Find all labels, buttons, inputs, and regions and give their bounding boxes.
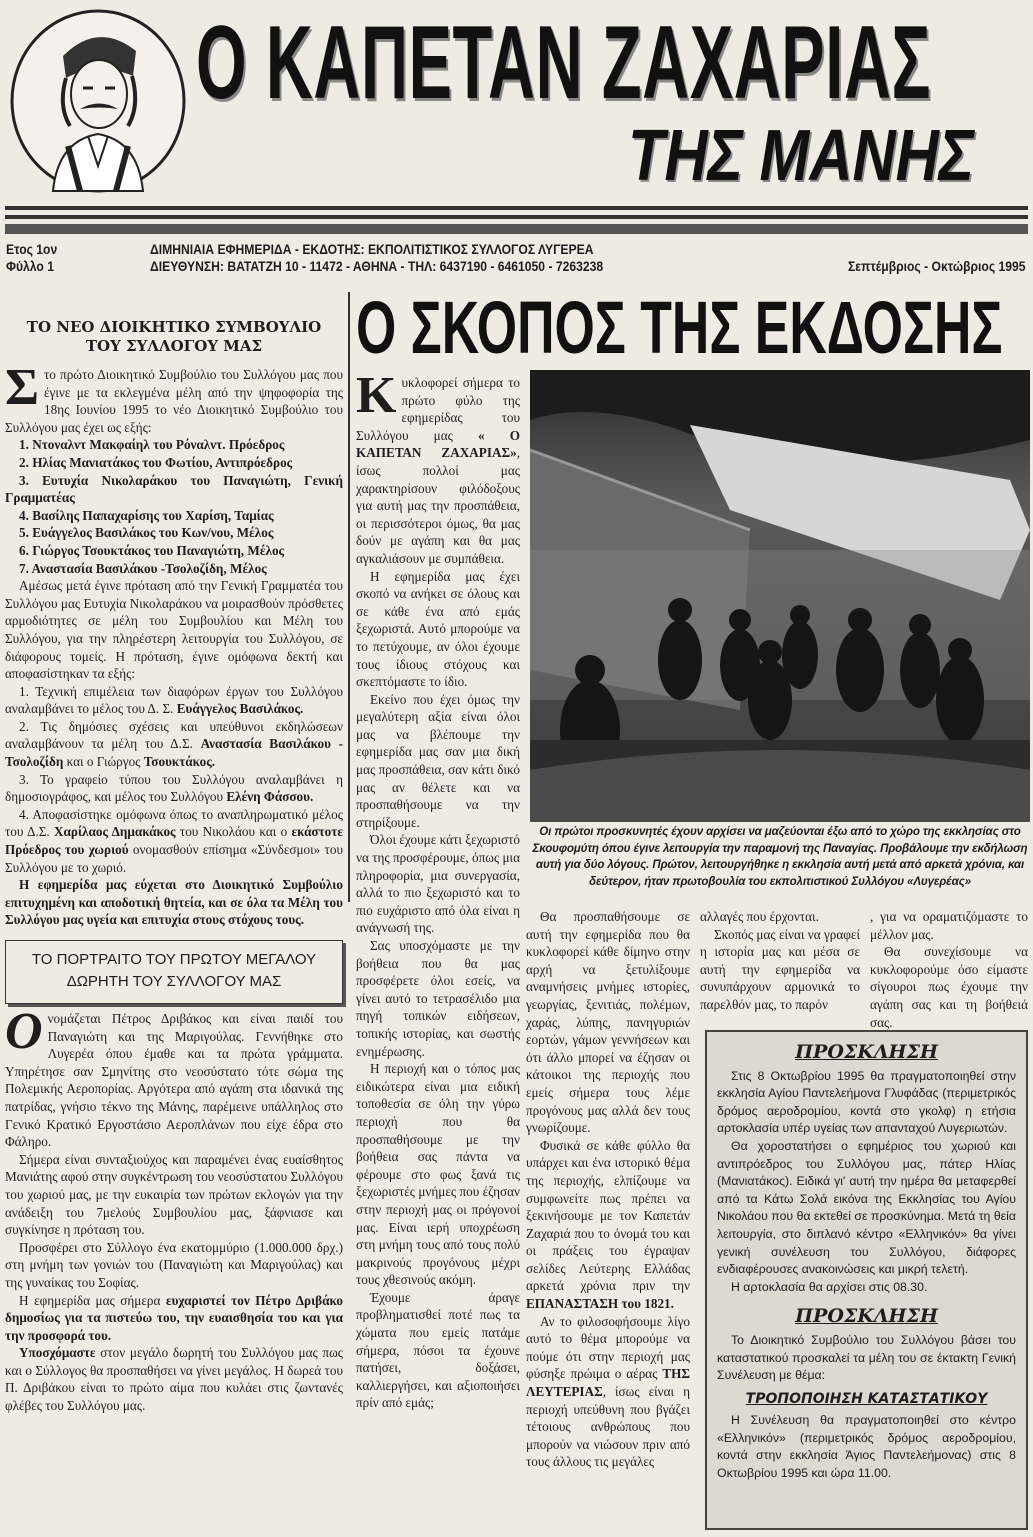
text: Προσφέρει στο Σύλλογο ένα εκατομμύριο (1.000.000 δρχ.) στη μνήμη των γονιών του (Παναγιώτη και Μαριγούλας) και της γυναίκας του Σοφίας. xyxy=(5,1239,343,1290)
text: στον μεγάλο δωρητή του Συλλόγου μας πως και ο Σύλλογος θα προσπαθήσει να γίνει μεγάλος. Η δωρεά του Π. Δριβάκου είναι το πρώτο αίμα που κυλάει στις ζωντανές φλέβες του Συλλόγου μας. xyxy=(5,1345,343,1414)
paragraph xyxy=(356,568,520,691)
paragraph xyxy=(5,577,343,683)
paragraph xyxy=(356,367,520,568)
paragraph xyxy=(5,718,343,771)
paragraph xyxy=(5,1239,343,1292)
article-column xyxy=(870,908,1028,1030)
text: Θα συνεχίσουμε να κυκλοφορούμε όσο είμαστε σίγουροι πως έχουμε την αγάπη σας και τη βοήθειά σας. xyxy=(870,944,1028,1030)
article-title-line: ΔΩΡΗΤΗ ΤΟΥ ΣΥΛΛΟΓΟΥ ΜΑΣ xyxy=(66,973,282,990)
paragraph xyxy=(5,1151,343,1239)
invitation-box xyxy=(705,1030,1028,1530)
article-donor-body xyxy=(5,1003,344,1532)
paragraph xyxy=(5,683,343,718)
bold-text: 7. Αναστασία Βασιλάκου -Τσολοζίδη, Μέλος xyxy=(19,560,267,576)
paragraph xyxy=(356,1289,520,1412)
paragraph xyxy=(5,1344,343,1414)
text: , ίσως πολλοί μας χαρακτηρίσουν φιλόδοξους για αυτή μας την προσπάθεια, οι περισσότεροι όμως, θα μας δούν με αγάπη και θα μας αγκαλιάσουν με συμπάθεια. xyxy=(356,445,520,566)
article-column xyxy=(700,908,860,1026)
paragraph xyxy=(5,806,343,876)
bold-text: Ευάγγελος Βασιλάκος. xyxy=(176,701,304,717)
bold-text: Αναστασία Βασιλάκου - Τσολοζίδη xyxy=(5,736,344,770)
paragraph xyxy=(870,943,1028,1031)
headline: Ο ΣΚΟΠΟΣ ΤΗΣ ΕΚΔΟΣΗΣ xyxy=(356,286,1003,369)
publisher-line: ΔΙΜΗΝΙΑΙΑ ΕΦΗΜΕΡΙΔΑ - ΕΚΔΟΤΗΣ: ΕΚΠΟΛΙΤΙΣΤΙΚΟΣ ΣΥΛΛΟΓΟΣ ΛΥΓΕΡΕΑ xyxy=(150,242,594,257)
text: το πρώτο Διοικητικό Συμβούλιο του Συλλόγου μας που έγινε με τα εκλεγμένα μέλη από την ψηφοφορία της 18ης Ιουνίου 1995 το νέο Διοικητικό Συμβούλιο του Συλλόγου μας έχει ως εξής: xyxy=(5,367,343,435)
text: , για να οραματιζόμαστε το μέλλον μας. xyxy=(870,909,1028,942)
year-label: Ετος 1ον xyxy=(6,242,58,257)
paragraph xyxy=(5,1003,343,1151)
drop-cap: Κ xyxy=(356,367,397,424)
paragraph xyxy=(356,1060,520,1289)
meeting-subject: ΤΡΟΠΟΠΟΙΗΣΗ ΚΑΤΑΣΤΑΤΙΚΟΥ xyxy=(745,1390,988,1407)
text: 4. Αποφασίστηκε ομόφωνα όπως το αναπληρωματικό μέλος του Δ.Σ. xyxy=(5,806,343,840)
text: Σήμερα είναι συνταξιούχος και παραμένει ένας ευαίσθητος Μανιάτης αφού στην συγκέντρωση του νεοσύστατου Συλλόγου του χωριού μας, με την ευκαιρία των πρώτων εκλογών για την ανάδειξη του 7μελούς Συμβουλίου μας, ξάφνιασε και συγκίνησε η πρόταση του. xyxy=(5,1151,343,1238)
text: του Νικολάου και ο xyxy=(175,824,292,840)
text: Σκοπός μας είναι να γραφεί η ιστορία μας και μέσα σε αυτή την εφημερίδα να συνυπάρχουν αρμονικά το παρελθόν μας, το παρόν xyxy=(700,926,860,1012)
paragraph xyxy=(5,542,343,560)
article-title-box xyxy=(5,940,343,1004)
church-photo xyxy=(530,370,1030,822)
paragraph xyxy=(870,908,1028,943)
newspaper-subtitle: ΤΗΣ ΜΑΝΗΣ xyxy=(628,116,975,196)
bold-text: 4. Βασίλης Παπαχαρίσης του Χαρίση, Ταμίας xyxy=(19,507,274,523)
bold-text: 2. Ηλίας Μανιατάκος του Φωτίου, Αντιπρόεδρος xyxy=(19,454,293,470)
text: Έχουμε άραγε προβληματισθεί ποτέ πως τα χώματα που εμείς πατάμε σήμερα, πόσοι τα έχουνε πατήσει, δοξάσει, καλλιεργήσει, και αξιοποιήσει πρίν από εμάς; xyxy=(356,1289,520,1411)
paragraph xyxy=(5,876,343,929)
bold-text: 3. Ευτυχία Νικολαράκου του Παναγιώτη, Γενική Γραμματέας xyxy=(5,472,343,506)
text: Όλοι έχουμε κάτι ξεχωριστό να της προσφέρουμε, όπως μια πληροφορία, μια συνεργασία, αλλά το πιο ξεχωριστό και το πιο ευχάριστο από όλα είναι η ανάγνωσή της. xyxy=(356,832,520,936)
paragraph xyxy=(5,524,343,542)
article-column xyxy=(526,908,690,1534)
paragraph xyxy=(526,1313,690,1471)
text: 2. Τις δημόσιες σχέσεις και υπεύθυνοι εκδηλώσεων αναλαμβάνουν τα μέλη του Δ.Σ. xyxy=(5,718,343,752)
bold-text: ευχαριστεί τον Πέτρο Δριβάκο δημοσίως για τα πιστεύω του, την ευαισθησία του και για την προσφορά του. xyxy=(5,1292,344,1343)
drop-cap: Σ xyxy=(5,359,39,416)
text: Η εφημερίδα μας σήμερα xyxy=(19,1292,166,1308)
text: , ίσως είναι η περιοχή υπεύθυνη που βγάζει τέτοιους ανθρώπους που μπορούν να νιώσουν πριν από τους άλλους τις μεγάλες xyxy=(526,1384,690,1470)
photo-caption: Οι πρώτοι προσκυνητές έχουν αρχίσει να μαζεύονται έξω από το χώρο της εκκλησίας στο Σκουφομύτη όπου έγινε λειτουργία την παραμονή της Παναγίας. Προβάλουμε την εκδήλωση αυτή για δύο λόγους. Πρώτον, λειτουργήθηκε η εκκλησία αυτή μετά από αρκετά χρόνια, και δεύτερον, ήταν πρωτοβουλία του εκπολιτιστικού Συλλόγου «Λυγερέας» xyxy=(532,825,1028,888)
text: Η περιοχή και ο τόπος μας ειδικώτερα είναι μια ειδική τοποθεσία σε όλη την γύρω περιοχή που θα προσπαθήσουμε με την βοήθεια σας πάντα να φέρουμε στο φως ξανά τις ξεχωριστές μνήμες που έζησαν στην περιοχή μας οι πρόγονοί μας. Είναι ιερή υποχρέωση στη μνήμη τους από τους πολύ μακρινούς προγόνους μέχρι τους χθεσινούς ακόμη. xyxy=(356,1061,520,1288)
portrait-logo xyxy=(8,6,188,196)
text: αλλαγές που έρχονται. xyxy=(700,909,819,924)
paragraph xyxy=(5,560,343,578)
newspaper-title: Ο ΚΑΠΕΤΑΝ ΖΑΧΑΡΙΑΣ xyxy=(196,5,932,121)
paragraph xyxy=(700,908,860,926)
text: Σας υποσχόμαστε με την βοήθεια που θα μας προσφέρετε όλοι εσείς, να γίνει αυτό το τετρασέλιδο μια πηγή τοπικών ειδήσεων, τοπικής ιστορίας, και σωστής ενημέρωσης. xyxy=(356,938,520,1059)
invitation-text: Το Διοικητικό Συμβούλιο του Συλλόγου βάσει του καταστατικού προσκαλεί τα μέλη του σε έκτακτη Γενική Συνέλευση με θέμα: xyxy=(717,1332,1016,1383)
bold-text: Ελένη Φάσσου. xyxy=(226,789,314,805)
text: Η εφημερίδα μας έχει σκοπό να ανήκει σε όλους και σε κάθε ένα από εμάς ξεχωριστά. Αυτό μπορούμε να το πετύχουμε, αν όλοι έχουμε τους ίδιους στόχους και σκεπτόμαστε το ίδιο. xyxy=(356,568,520,690)
article-title-line: ΤΟ ΝΕΟ ΔΙΟΙΚΗΤΙΚΟ ΣΥΜΒΟΥΛΙΟ xyxy=(26,318,322,336)
invitation-title: ΠΡΟΣΚΛΗΣΗ xyxy=(795,1041,938,1063)
bold-text: « Ο ΚΑΠΕΤΑΝ ΖΑΧΑΡΙΑΣ» xyxy=(356,427,520,461)
issue-date: Σεπτέμβριος - Οκτώβριος 1995 xyxy=(848,259,1026,274)
bold-text: 1. Ντοναλντ Μακφαίηλ του Ρόναλντ. Πρόεδρος xyxy=(19,437,285,453)
text: 1. Τεχνική επιμέλεια των διαφόρων έργων του Συλλόγου αναλαμβάνει το μέλος του Δ. Σ. xyxy=(5,683,343,717)
paragraph xyxy=(356,831,520,937)
text: 3. Το γραφείο τύπου του Συλλόγου αναλαμβάνει η δημοσιογράφος, και μέλος του Συλλόγου xyxy=(5,771,343,805)
text: νομάζεται Πέτρος Δριβάκος και είναι παιδί του Παναγιώτη και της Μαριγούλας. Γεννήθηκε στο Λυγερέα όπου έμαθε και τα πρώτα γράμματα. Υπηρέτησε σαν Σμηνίτης στο νεοσύστατο τότε σώμα της Πολεμικής Αεροπορίας. Αργότερα από αγάπη στα ιδανικά της πατρίδας, γνήσιο τέκνο της Μάνης, παρέμεινε υπάλληλος στο Γενικό Κρατικό Εργοστάσιο Αεροπλάνων που είχε έδρα στο Φάληρο. xyxy=(5,1011,343,1150)
column-divider xyxy=(348,292,350,902)
paragraph xyxy=(526,1137,690,1313)
invitation-text: Στις 8 Οκτωβρίου 1995 θα πραγματοποιηθεί στην εκκλησία Αγίου Παντελεήμονα Γλυφάδας (περιμετρικός δρόμος αεροδρομίου, κοντά στο γκολφ) η ετήσια αρτοκλασία υπέρ υγείας των απανταχού Λυγεριωτών. xyxy=(717,1068,1016,1136)
paragraph xyxy=(5,771,343,806)
bold-text: 6. Γιώργος Τσουκτάκος του Παναγιώτη, Μέλος xyxy=(19,542,285,558)
bold-text: εκάστοτε Πρόεδρος του χωριού xyxy=(5,824,343,858)
article-title-line: ΤΟΥ ΣΥΛΛΟΓΟΥ ΜΑΣ xyxy=(85,337,263,355)
invitation-text: Η αρτοκλασία θα αρχίσει στις 08.30. xyxy=(731,1279,928,1294)
article-column xyxy=(356,367,520,1534)
bold-text: 5. Ευάγγελος Βασιλάκος του Κων/νου, Μέλος xyxy=(19,525,274,541)
invitation-text: Θα χοροστατήσει ο εφημέριος του χωριού και αντιπρόεδρος του Συλλόγου μας, πάτερ Ηλίας (Μανιατάκος). Ειδικά γι' αυτή την ημέρα θα μεταφερθεί από τα Κάτω Σολά εικόνα της Εκκλησίας του Αγίου Νικολάου που θα εκτεθεί σε προσκύνημα. Μετά τη θεία λειτουργία, στο διπλανό κέντρο «Ελληνικόν» θα γίνει γενική συνέλευση του Συλλόγου, διάφορες ενδιαφέρουσες ανακοινώσεις και μικρή τελετή. xyxy=(717,1138,1016,1277)
paragraph xyxy=(5,472,343,507)
text: Εκείνο που έχει όμως την μεγαλύτερη αξία είναι όλοι μας να βλέπουμε την εφημερίδα μας σαν μια δική μας προσπάθεια, σαν κάτι δικό μας αν θέλετε και να προσπαθήσουμε να την στηρίξουμε. xyxy=(356,691,520,830)
divider xyxy=(5,224,1028,234)
bold-text: ΕΠΑΝΑΣΤΑΣΗ του 1821. xyxy=(526,1296,674,1312)
article-title-line: ΤΟ ΠΟΡΤΡΑΙΤΟ ΤΟΥ ΠΡΩΤΟΥ ΜΕΓΑΛΟΥ xyxy=(31,951,317,968)
address-line: ΔΙΕΥΘΥΝΣΗ: ΒΑΤΑΤΖΗ 10 - 11472 - ΑΘΗΝΑ - ΤΗΛ: 6437190 - 6461050 - 7263238 xyxy=(150,259,604,274)
text: και ο Γιώργος xyxy=(63,754,144,770)
invitation-text: Η Συνέλευση θα πραγματοποιηθεί στο κέντρο «Ελληνικόν» (περιμετρικός δρόμος αεροδρομίου, κοντά στην εκκλησία Άγιος Παντελεήμονας) στις 8 Οκτωβρίου 1995 και ώρα 11.00. xyxy=(717,1413,1016,1481)
paragraph xyxy=(356,691,520,832)
text: Αμέσως μετά έγινε πρόταση από την Γενική Γραμματέα του Συλλόγου μας Ευτυχία Νικολαράκου να μοιρασθούν πρόσθετες αρμοδιότητες σε μέλη του Συμβουλίου και Μέλη του Συλλόγου, για την πληρέστερη λειτουργία του Συλλόγου, σε διάφορους τομείς. Η πρόταση, έγινε ομόφωνα δεκτή και αποφασίστηκαν τα εξής: xyxy=(5,578,343,682)
bold-text: Η εφημερίδα μας εύχεται στο Διοικητικό Συμβούλιο επιτυχημένη και αποδοτική θητεία, και σε όλα τα Μέλη του Συλλόγου μας υγεία και επιτυχία στους στόχους τους. xyxy=(5,877,343,928)
drop-cap: Ο xyxy=(5,1003,43,1060)
bold-text: ΤΗΣ ΛΕΥΤΕΡΙΑΣ xyxy=(526,1366,690,1400)
article-board-body xyxy=(5,359,344,928)
paragraph xyxy=(700,926,860,1014)
divider xyxy=(5,206,1028,210)
divider xyxy=(5,215,1028,219)
text: Θα προσπαθήσουμε σε αυτή την εφημερίδα που θα κυκλοφορεί κάθε δίμηνο στην αρχή να ξετυλίξουμε αναμνήσεις μνήμες ιστορίες, γεωργίας, ξενιτιάς, πολέμων, χαράς, λύπης, πανηγυριών εορτών, γάμων γεννήσεων και ότι άλλο μπορεί να έζησαν οι κάτοικοι της περιοχής που εμείς σήμερα τους λέμε προγόνους μας αλλά δεν τους γνωρίζουμε. xyxy=(526,909,690,1136)
bold-text: Τσουκτάκος. xyxy=(143,754,216,770)
text: ονομασθούν επίσημα «Σύνδεσμοι» του Συλλόγου με το χωριό. xyxy=(5,842,343,875)
paragraph xyxy=(5,436,343,454)
paragraph xyxy=(356,937,520,1060)
paragraph xyxy=(5,1292,343,1345)
issue-label: Φύλλο 1 xyxy=(6,259,54,274)
paragraph xyxy=(5,454,343,472)
article-title xyxy=(5,318,343,356)
paragraph xyxy=(5,359,343,436)
invitation-title: ΠΡΟΣΚΛΗΣΗ xyxy=(795,1305,938,1328)
text: υκλοφορεί σήμερα το πρώτο φύλο της εφημερίδας του Συλλόγου μας xyxy=(356,375,520,443)
text: Αν το φιλοσοφήσουμε λίγο αυτό το θέμα μπορούμε να πούμε ότι στην περιοχή μας φύσηξε πρώιμα ο αέρας xyxy=(526,1313,690,1382)
text: Φυσικά σε κάθε φύλλο θα υπάρχει και ένα ιστορικό θέμα της περιοχής, ελπίζουμε να συμφωνείτε πως πρέπει να ξεκινήσουμε με τον Καπετάν Ζαχαριά που το όνομά του και οι πράξεις του έγραψαν σελίδες Λεύτερης Ελλάδας αρκετά χρόνια πριν την xyxy=(526,1137,690,1294)
paragraph xyxy=(526,908,690,1137)
bold-text: Χαρίλαος Δημακάκος xyxy=(54,824,176,840)
paragraph xyxy=(5,507,343,525)
bold-text: Υποσχόμαστε xyxy=(19,1345,96,1361)
